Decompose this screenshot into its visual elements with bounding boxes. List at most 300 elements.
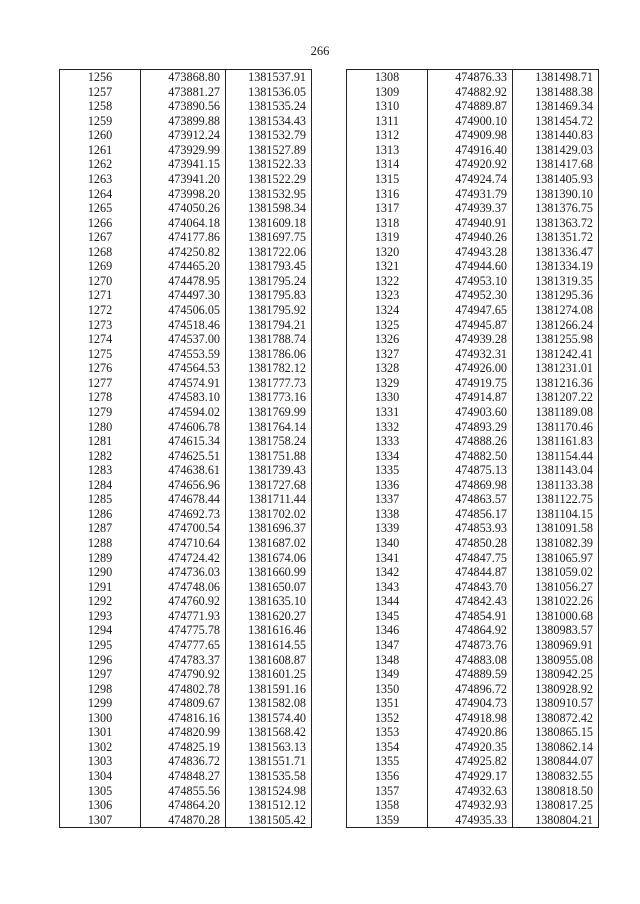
x-coordinate-cell: 474932.93 xyxy=(428,798,513,813)
table-row xyxy=(60,143,312,158)
table-row xyxy=(347,347,599,362)
table-row xyxy=(347,551,599,566)
y-coordinate-cell: 1381527.89 xyxy=(226,143,312,158)
x-coordinate-cell: 474940.91 xyxy=(428,216,513,231)
table-row xyxy=(60,114,312,129)
y-coordinate-cell: 1381498.71 xyxy=(513,70,599,85)
x-coordinate-cell: 474842.43 xyxy=(428,594,513,609)
point-number-cell: 1326 xyxy=(347,332,428,347)
point-number-cell: 1262 xyxy=(60,157,141,172)
point-number-cell: 1260 xyxy=(60,128,141,143)
table-row xyxy=(347,565,599,580)
y-coordinate-cell: 1381574.40 xyxy=(226,711,312,726)
x-coordinate-cell: 474953.10 xyxy=(428,274,513,289)
table-row xyxy=(60,70,312,85)
table-row xyxy=(60,478,312,493)
x-coordinate-cell: 474875.13 xyxy=(428,463,513,478)
y-coordinate-cell: 1381534.43 xyxy=(226,114,312,129)
table-row xyxy=(347,754,599,769)
x-coordinate-cell: 474918.98 xyxy=(428,711,513,726)
y-coordinate-cell: 1381417.68 xyxy=(513,157,599,172)
point-number-cell: 1279 xyxy=(60,405,141,420)
y-coordinate-cell: 1381266.24 xyxy=(513,318,599,333)
table-row xyxy=(60,245,312,260)
table-row xyxy=(60,492,312,507)
y-coordinate-cell: 1381505.42 xyxy=(226,813,312,828)
x-coordinate-cell: 474497.30 xyxy=(141,288,226,303)
y-coordinate-cell: 1381363.72 xyxy=(513,216,599,231)
y-coordinate-cell: 1381336.47 xyxy=(513,245,599,260)
point-number-cell: 1337 xyxy=(347,492,428,507)
x-coordinate-cell: 474896.72 xyxy=(428,682,513,697)
x-coordinate-cell: 474932.63 xyxy=(428,784,513,799)
x-coordinate-cell: 474870.28 xyxy=(141,813,226,828)
point-number-cell: 1349 xyxy=(347,667,428,682)
table-row xyxy=(60,696,312,711)
x-coordinate-cell: 474177.86 xyxy=(141,230,226,245)
point-number-cell: 1345 xyxy=(347,609,428,624)
y-coordinate-cell: 1381795.83 xyxy=(226,288,312,303)
x-coordinate-cell: 474537.00 xyxy=(141,332,226,347)
table-row xyxy=(347,143,599,158)
x-coordinate-cell: 474914.87 xyxy=(428,390,513,405)
table-row xyxy=(347,128,599,143)
y-coordinate-cell: 1381696.37 xyxy=(226,521,312,536)
y-coordinate-cell: 1381059.02 xyxy=(513,565,599,580)
point-number-cell: 1338 xyxy=(347,507,428,522)
y-coordinate-cell: 1380910.57 xyxy=(513,696,599,711)
point-number-cell: 1309 xyxy=(347,85,428,100)
table-row xyxy=(347,696,599,711)
point-number-cell: 1257 xyxy=(60,85,141,100)
point-number-cell: 1327 xyxy=(347,347,428,362)
table-row xyxy=(347,798,599,813)
table-row xyxy=(60,740,312,755)
table-row xyxy=(60,521,312,536)
table-row xyxy=(347,478,599,493)
table-row xyxy=(347,521,599,536)
point-number-cell: 1308 xyxy=(347,70,428,85)
y-coordinate-cell: 1381390.10 xyxy=(513,187,599,202)
x-coordinate-cell: 474848.27 xyxy=(141,769,226,784)
y-coordinate-cell: 1381522.29 xyxy=(226,172,312,187)
y-coordinate-cell: 1381660.99 xyxy=(226,565,312,580)
x-coordinate-cell: 474900.10 xyxy=(428,114,513,129)
point-number-cell: 1296 xyxy=(60,653,141,668)
point-number-cell: 1340 xyxy=(347,536,428,551)
x-coordinate-cell: 474853.93 xyxy=(428,521,513,536)
table-row xyxy=(347,259,599,274)
x-coordinate-cell: 474748.06 xyxy=(141,580,226,595)
table-row xyxy=(347,682,599,697)
table-row xyxy=(60,463,312,478)
coordinates-table-left xyxy=(59,69,312,828)
point-number-cell: 1313 xyxy=(347,143,428,158)
table-row xyxy=(60,259,312,274)
table-row xyxy=(60,653,312,668)
point-number-cell: 1290 xyxy=(60,565,141,580)
x-coordinate-cell: 474583.10 xyxy=(141,390,226,405)
y-coordinate-cell: 1381065.97 xyxy=(513,551,599,566)
table-row xyxy=(60,711,312,726)
point-number-cell: 1287 xyxy=(60,521,141,536)
table-row xyxy=(60,230,312,245)
point-number-cell: 1352 xyxy=(347,711,428,726)
table-row xyxy=(60,536,312,551)
table-row xyxy=(60,157,312,172)
table-row xyxy=(347,449,599,464)
y-coordinate-cell: 1381231.01 xyxy=(513,361,599,376)
point-number-cell: 1256 xyxy=(60,70,141,85)
point-number-cell: 1280 xyxy=(60,420,141,435)
x-coordinate-cell: 474790.92 xyxy=(141,667,226,682)
table-row xyxy=(60,376,312,391)
table-row xyxy=(60,580,312,595)
table-row xyxy=(347,507,599,522)
point-number-cell: 1288 xyxy=(60,536,141,551)
table-row xyxy=(60,303,312,318)
table-row xyxy=(60,449,312,464)
point-number-cell: 1298 xyxy=(60,682,141,697)
y-coordinate-cell: 1381697.75 xyxy=(226,230,312,245)
x-coordinate-cell: 474864.20 xyxy=(141,798,226,813)
point-number-cell: 1263 xyxy=(60,172,141,187)
y-coordinate-cell: 1381537.91 xyxy=(226,70,312,85)
point-number-cell: 1274 xyxy=(60,332,141,347)
y-coordinate-cell: 1381122.75 xyxy=(513,492,599,507)
y-coordinate-cell: 1381082.39 xyxy=(513,536,599,551)
x-coordinate-cell: 474700.54 xyxy=(141,521,226,536)
y-coordinate-cell: 1381601.25 xyxy=(226,667,312,682)
point-number-cell: 1333 xyxy=(347,434,428,449)
y-coordinate-cell: 1381551.71 xyxy=(226,754,312,769)
x-coordinate-cell: 474710.64 xyxy=(141,536,226,551)
y-coordinate-cell: 1381650.07 xyxy=(226,580,312,595)
x-coordinate-cell: 474925.82 xyxy=(428,754,513,769)
table-row xyxy=(347,740,599,755)
point-number-cell: 1355 xyxy=(347,754,428,769)
x-coordinate-cell: 474506.05 xyxy=(141,303,226,318)
y-coordinate-cell: 1381532.79 xyxy=(226,128,312,143)
x-coordinate-cell: 474903.60 xyxy=(428,405,513,420)
table-row xyxy=(347,609,599,624)
x-coordinate-cell: 473941.20 xyxy=(141,172,226,187)
point-number-cell: 1258 xyxy=(60,99,141,114)
point-number-cell: 1264 xyxy=(60,187,141,202)
y-coordinate-cell: 1381295.36 xyxy=(513,288,599,303)
point-number-cell: 1275 xyxy=(60,347,141,362)
x-coordinate-cell: 474553.59 xyxy=(141,347,226,362)
table-row xyxy=(60,623,312,638)
x-coordinate-cell: 474924.74 xyxy=(428,172,513,187)
x-coordinate-cell: 474615.34 xyxy=(141,434,226,449)
x-coordinate-cell: 474465.20 xyxy=(141,259,226,274)
point-number-cell: 1295 xyxy=(60,638,141,653)
table-row xyxy=(347,623,599,638)
point-number-cell: 1306 xyxy=(60,798,141,813)
y-coordinate-cell: 1381727.68 xyxy=(226,478,312,493)
x-coordinate-cell: 474816.16 xyxy=(141,711,226,726)
point-number-cell: 1319 xyxy=(347,230,428,245)
table-row xyxy=(347,711,599,726)
table-row xyxy=(60,347,312,362)
y-coordinate-cell: 1381143.04 xyxy=(513,463,599,478)
y-coordinate-cell: 1381786.06 xyxy=(226,347,312,362)
y-coordinate-cell: 1381722.06 xyxy=(226,245,312,260)
x-coordinate-cell: 474940.26 xyxy=(428,230,513,245)
y-coordinate-cell: 1381022.26 xyxy=(513,594,599,609)
x-coordinate-cell: 473868.80 xyxy=(141,70,226,85)
table-row xyxy=(347,361,599,376)
x-coordinate-cell: 474854.91 xyxy=(428,609,513,624)
y-coordinate-cell: 1381608.87 xyxy=(226,653,312,668)
point-number-cell: 1311 xyxy=(347,114,428,129)
table-row xyxy=(60,99,312,114)
point-number-cell: 1354 xyxy=(347,740,428,755)
table-row xyxy=(60,172,312,187)
y-coordinate-cell: 1380818.50 xyxy=(513,784,599,799)
x-coordinate-cell: 474606.78 xyxy=(141,420,226,435)
table-row xyxy=(60,507,312,522)
y-coordinate-cell: 1381440.83 xyxy=(513,128,599,143)
point-number-cell: 1286 xyxy=(60,507,141,522)
x-coordinate-cell: 474574.91 xyxy=(141,376,226,391)
x-coordinate-cell: 474836.72 xyxy=(141,754,226,769)
x-coordinate-cell: 474692.73 xyxy=(141,507,226,522)
table-row xyxy=(347,303,599,318)
x-coordinate-cell: 474916.40 xyxy=(428,143,513,158)
table-row xyxy=(347,390,599,405)
point-number-cell: 1261 xyxy=(60,143,141,158)
point-number-cell: 1328 xyxy=(347,361,428,376)
point-number-cell: 1293 xyxy=(60,609,141,624)
y-coordinate-cell: 1381788.74 xyxy=(226,332,312,347)
x-coordinate-cell: 474638.61 xyxy=(141,463,226,478)
table-row xyxy=(347,376,599,391)
point-number-cell: 1321 xyxy=(347,259,428,274)
point-number-cell: 1310 xyxy=(347,99,428,114)
y-coordinate-cell: 1381376.75 xyxy=(513,201,599,216)
table-row xyxy=(60,420,312,435)
y-coordinate-cell: 1381207.22 xyxy=(513,390,599,405)
table-row xyxy=(347,216,599,231)
point-number-cell: 1324 xyxy=(347,303,428,318)
table-row xyxy=(60,85,312,100)
table-row xyxy=(347,769,599,784)
y-coordinate-cell: 1381469.34 xyxy=(513,99,599,114)
y-coordinate-cell: 1381154.44 xyxy=(513,449,599,464)
table-row xyxy=(60,216,312,231)
point-number-cell: 1359 xyxy=(347,813,428,828)
point-number-cell: 1322 xyxy=(347,274,428,289)
table-row xyxy=(347,725,599,740)
point-number-cell: 1297 xyxy=(60,667,141,682)
point-number-cell: 1314 xyxy=(347,157,428,172)
table-row xyxy=(347,667,599,682)
y-coordinate-cell: 1380955.08 xyxy=(513,653,599,668)
y-coordinate-cell: 1381769.99 xyxy=(226,405,312,420)
x-coordinate-cell: 474775.78 xyxy=(141,623,226,638)
point-number-cell: 1303 xyxy=(60,754,141,769)
table-row xyxy=(347,536,599,551)
y-coordinate-cell: 1381711.44 xyxy=(226,492,312,507)
y-coordinate-cell: 1381000.68 xyxy=(513,609,599,624)
point-number-cell: 1266 xyxy=(60,216,141,231)
table-row xyxy=(60,725,312,740)
x-coordinate-cell: 474843.70 xyxy=(428,580,513,595)
y-coordinate-cell: 1381170.46 xyxy=(513,420,599,435)
point-number-cell: 1302 xyxy=(60,740,141,755)
y-coordinate-cell: 1381620.27 xyxy=(226,609,312,624)
table-row xyxy=(347,157,599,172)
point-number-cell: 1335 xyxy=(347,463,428,478)
table-row xyxy=(60,565,312,580)
x-coordinate-cell: 474932.31 xyxy=(428,347,513,362)
x-coordinate-cell: 474882.50 xyxy=(428,449,513,464)
x-coordinate-cell: 474920.86 xyxy=(428,725,513,740)
y-coordinate-cell: 1381591.16 xyxy=(226,682,312,697)
y-coordinate-cell: 1381104.15 xyxy=(513,507,599,522)
point-number-cell: 1348 xyxy=(347,653,428,668)
table-row xyxy=(347,99,599,114)
table-row xyxy=(347,70,599,85)
x-coordinate-cell: 474864.92 xyxy=(428,623,513,638)
y-coordinate-cell: 1381702.02 xyxy=(226,507,312,522)
y-coordinate-cell: 1381674.06 xyxy=(226,551,312,566)
x-coordinate-cell: 473890.56 xyxy=(141,99,226,114)
table-row xyxy=(347,288,599,303)
point-number-cell: 1283 xyxy=(60,463,141,478)
y-coordinate-cell: 1381216.36 xyxy=(513,376,599,391)
y-coordinate-cell: 1381091.58 xyxy=(513,521,599,536)
table-row xyxy=(60,201,312,216)
x-coordinate-cell: 474952.30 xyxy=(428,288,513,303)
y-coordinate-cell: 1381751.88 xyxy=(226,449,312,464)
x-coordinate-cell: 474883.08 xyxy=(428,653,513,668)
x-coordinate-cell: 474926.00 xyxy=(428,361,513,376)
y-coordinate-cell: 1381616.46 xyxy=(226,623,312,638)
x-coordinate-cell: 474855.56 xyxy=(141,784,226,799)
point-number-cell: 1267 xyxy=(60,230,141,245)
x-coordinate-cell: 474736.03 xyxy=(141,565,226,580)
y-coordinate-cell: 1381161.83 xyxy=(513,434,599,449)
point-number-cell: 1331 xyxy=(347,405,428,420)
x-coordinate-cell: 474820.99 xyxy=(141,725,226,740)
point-number-cell: 1353 xyxy=(347,725,428,740)
point-number-cell: 1265 xyxy=(60,201,141,216)
table-row xyxy=(60,318,312,333)
point-number-cell: 1343 xyxy=(347,580,428,595)
table-row xyxy=(60,798,312,813)
x-coordinate-cell: 474943.28 xyxy=(428,245,513,260)
table-row xyxy=(347,332,599,347)
y-coordinate-cell: 1381795.92 xyxy=(226,303,312,318)
point-number-cell: 1339 xyxy=(347,521,428,536)
y-coordinate-cell: 1381794.21 xyxy=(226,318,312,333)
point-number-cell: 1292 xyxy=(60,594,141,609)
point-number-cell: 1284 xyxy=(60,478,141,493)
x-coordinate-cell: 474889.87 xyxy=(428,99,513,114)
y-coordinate-cell: 1381568.42 xyxy=(226,725,312,740)
table-row xyxy=(347,85,599,100)
point-number-cell: 1330 xyxy=(347,390,428,405)
table-row xyxy=(60,390,312,405)
y-coordinate-cell: 1380872.42 xyxy=(513,711,599,726)
x-coordinate-cell: 474802.78 xyxy=(141,682,226,697)
y-coordinate-cell: 1380844.07 xyxy=(513,754,599,769)
x-coordinate-cell: 474518.46 xyxy=(141,318,226,333)
table-row xyxy=(60,361,312,376)
table-row xyxy=(347,594,599,609)
table-row xyxy=(60,551,312,566)
point-number-cell: 1329 xyxy=(347,376,428,391)
table-row xyxy=(347,463,599,478)
point-number-cell: 1307 xyxy=(60,813,141,828)
y-coordinate-cell: 1381133.38 xyxy=(513,478,599,493)
x-coordinate-cell: 474050.26 xyxy=(141,201,226,216)
x-coordinate-cell: 473929.99 xyxy=(141,143,226,158)
table-row xyxy=(60,332,312,347)
point-number-cell: 1342 xyxy=(347,565,428,580)
table-row xyxy=(60,434,312,449)
table-row xyxy=(347,230,599,245)
x-coordinate-cell: 474876.33 xyxy=(428,70,513,85)
point-number-cell: 1276 xyxy=(60,361,141,376)
x-coordinate-cell: 474929.17 xyxy=(428,769,513,784)
table-row xyxy=(347,405,599,420)
y-coordinate-cell: 1380817.25 xyxy=(513,798,599,813)
page-number: 266 xyxy=(310,44,330,58)
table-row xyxy=(347,580,599,595)
y-coordinate-cell: 1381334.19 xyxy=(513,259,599,274)
table-row xyxy=(347,172,599,187)
point-number-cell: 1346 xyxy=(347,623,428,638)
point-number-cell: 1332 xyxy=(347,420,428,435)
table-row xyxy=(60,667,312,682)
x-coordinate-cell: 474939.37 xyxy=(428,201,513,216)
table-row xyxy=(347,434,599,449)
point-number-cell: 1273 xyxy=(60,318,141,333)
point-number-cell: 1299 xyxy=(60,696,141,711)
x-coordinate-cell: 473899.88 xyxy=(141,114,226,129)
table-row xyxy=(347,653,599,668)
table-row xyxy=(347,187,599,202)
x-coordinate-cell: 474625.51 xyxy=(141,449,226,464)
point-number-cell: 1320 xyxy=(347,245,428,260)
x-coordinate-cell: 474809.67 xyxy=(141,696,226,711)
point-number-cell: 1304 xyxy=(60,769,141,784)
point-number-cell: 1272 xyxy=(60,303,141,318)
point-number-cell: 1351 xyxy=(347,696,428,711)
y-coordinate-cell: 1381793.45 xyxy=(226,259,312,274)
y-coordinate-cell: 1380862.14 xyxy=(513,740,599,755)
y-coordinate-cell: 1381739.43 xyxy=(226,463,312,478)
table-row xyxy=(60,405,312,420)
point-number-cell: 1281 xyxy=(60,434,141,449)
y-coordinate-cell: 1381532.95 xyxy=(226,187,312,202)
x-coordinate-cell: 474919.75 xyxy=(428,376,513,391)
y-coordinate-cell: 1381524.98 xyxy=(226,784,312,799)
y-coordinate-cell: 1381522.33 xyxy=(226,157,312,172)
x-coordinate-cell: 474825.19 xyxy=(141,740,226,755)
y-coordinate-cell: 1381777.73 xyxy=(226,376,312,391)
x-coordinate-cell: 473998.20 xyxy=(141,187,226,202)
table-row xyxy=(60,784,312,799)
y-coordinate-cell: 1381536.05 xyxy=(226,85,312,100)
y-coordinate-cell: 1381614.55 xyxy=(226,638,312,653)
table-row xyxy=(347,114,599,129)
point-number-cell: 1278 xyxy=(60,390,141,405)
